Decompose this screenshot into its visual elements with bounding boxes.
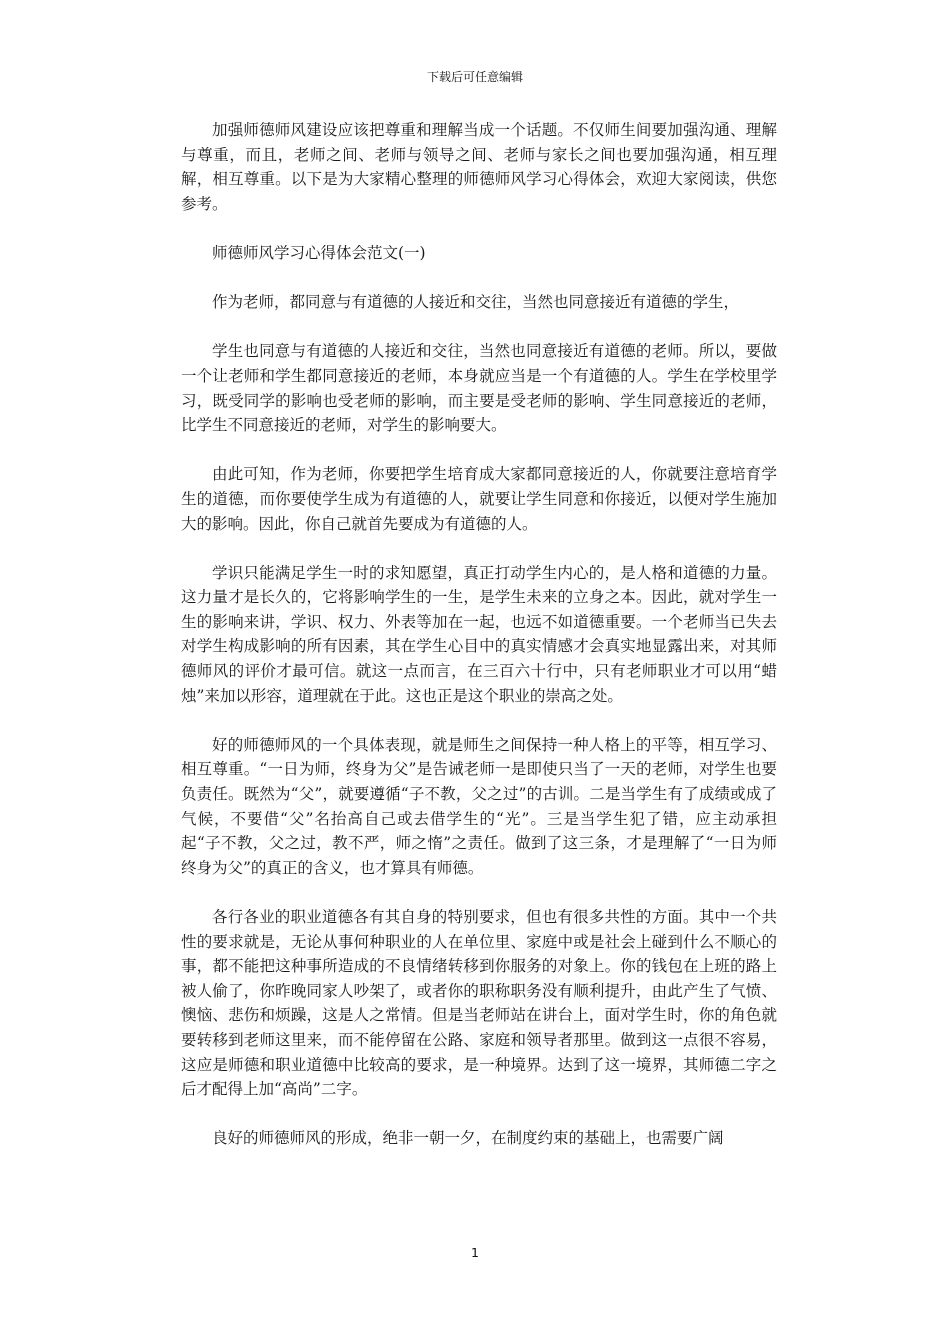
body-paragraph: 各行各业的职业道德各有其自身的特别要求，但也有很多共性的方面。其中一个共性的要求就是，无论从事何种职业的人在单位里、家庭中或是社会上碰到什么不顺心的事，都不能把这种事所造成的不良情绪转移到你服务的对象上。你的钱包在上班的路上被人偷了，你昨晚同家人吵架了，或者你的职称职务没有顺利提升，由此产生了气愤、懊恼、悲伤和烦躁，这是人之常情。但是当老师站在讲台上，面对学生时，你的角色就要转移到老师这里来，而不能停留在公路、家庭和领导者那里。做到这一点很不容易，这应是师德和职业道德中比较高的要求，是一种境界。达到了这一境界，其师德二字之后才配得上加“高尚”二字。 — [181, 908, 777, 1099]
body-paragraph: 作为老师，都同意与有道德的人接近和交往，当然也同意接近有道德的学生， — [212, 293, 740, 312]
page-header: 下载后可任意编辑 — [426, 70, 523, 84]
page-number: 1 — [471, 1245, 479, 1260]
body-paragraph: 好的师德师风的一个具体表现，就是师生之间保持一种人格上的平等，相互学习、相互尊重。“一日为师，终身为父”是告诫老师一是即使只当了一天的老师，对学生也要负责任。既然为“父”，就要遵循“子不教，父之过”的古训。二是当学生有了成绩或成了气候，不要借“父”名抬高自己或去借学生的“光”。三是当学生犯了错，应主动承担起“子不教，父之过，教不严，师之惰”之责任。做到了这三条，才是理解了“一日为师终身为父”的真正的含义，也才算具有师德。 — [181, 735, 777, 877]
body-paragraph: 学识只能满足学生一时的求知愿望，真正打动学生内心的，是人格和道德的力量。这力量才是长久的，它将影响学生的一生，是学生未来的立身之本。因此，就对学生一生的影响来讲，学识、权力、外表等加在一起，也远不如道德重要。一个老师当已失去对学生构成影响的所有因素，其在学生心目中的真实情感才会真实地显露出来，对其师德师风的评价才最可信。就这一点而言，在三百六十行中，只有老师职业才可以用“蜡烛”来加以形容，道理就在于此。这也正是这个职业的崇高之处。 — [181, 563, 777, 705]
body-paragraph: 良好的师德师风的形成，绝非一朝一夕，在制度约束的基础上，也需要广阔 — [212, 1129, 724, 1148]
document-body — [181, 118, 777, 1176]
body-paragraph: 由此可知，作为老师，你要把学生培育成大家都同意接近的人，你就要注意培育学生的道德，而你要使学生成为有道德的人，就要让学生同意和你接近，以便对学生施加大的影响。因此，你自己就首先要成为有道德的人。 — [181, 465, 777, 533]
body-paragraph: 学生也同意与有道德的人接近和交往，当然也同意接近有道德的老师。所以，要做一个让老师和学生都同意接近的老师，本身就应当是一个有道德的人。学生在学校里学习，既受同学的影响也受老师的影响，而主要是受老师的影响、学生同意接近的老师，比学生不同意接近的老师，对学生的影响要大。 — [181, 342, 777, 435]
section-heading: 师德师风学习心得体会范文(一) — [212, 243, 426, 262]
intro-paragraph: 加强师德师风建设应该把尊重和理解当成一个话题。不仅师生间要加强沟通、理解与尊重，而且，老师之间、老师与领导之间、老师与家长之间也要加强沟通，相互理解，相互尊重。以下是为大家精心整理的师德师风学习心得体会，欢迎大家阅读，供您参考。 — [181, 121, 777, 213]
